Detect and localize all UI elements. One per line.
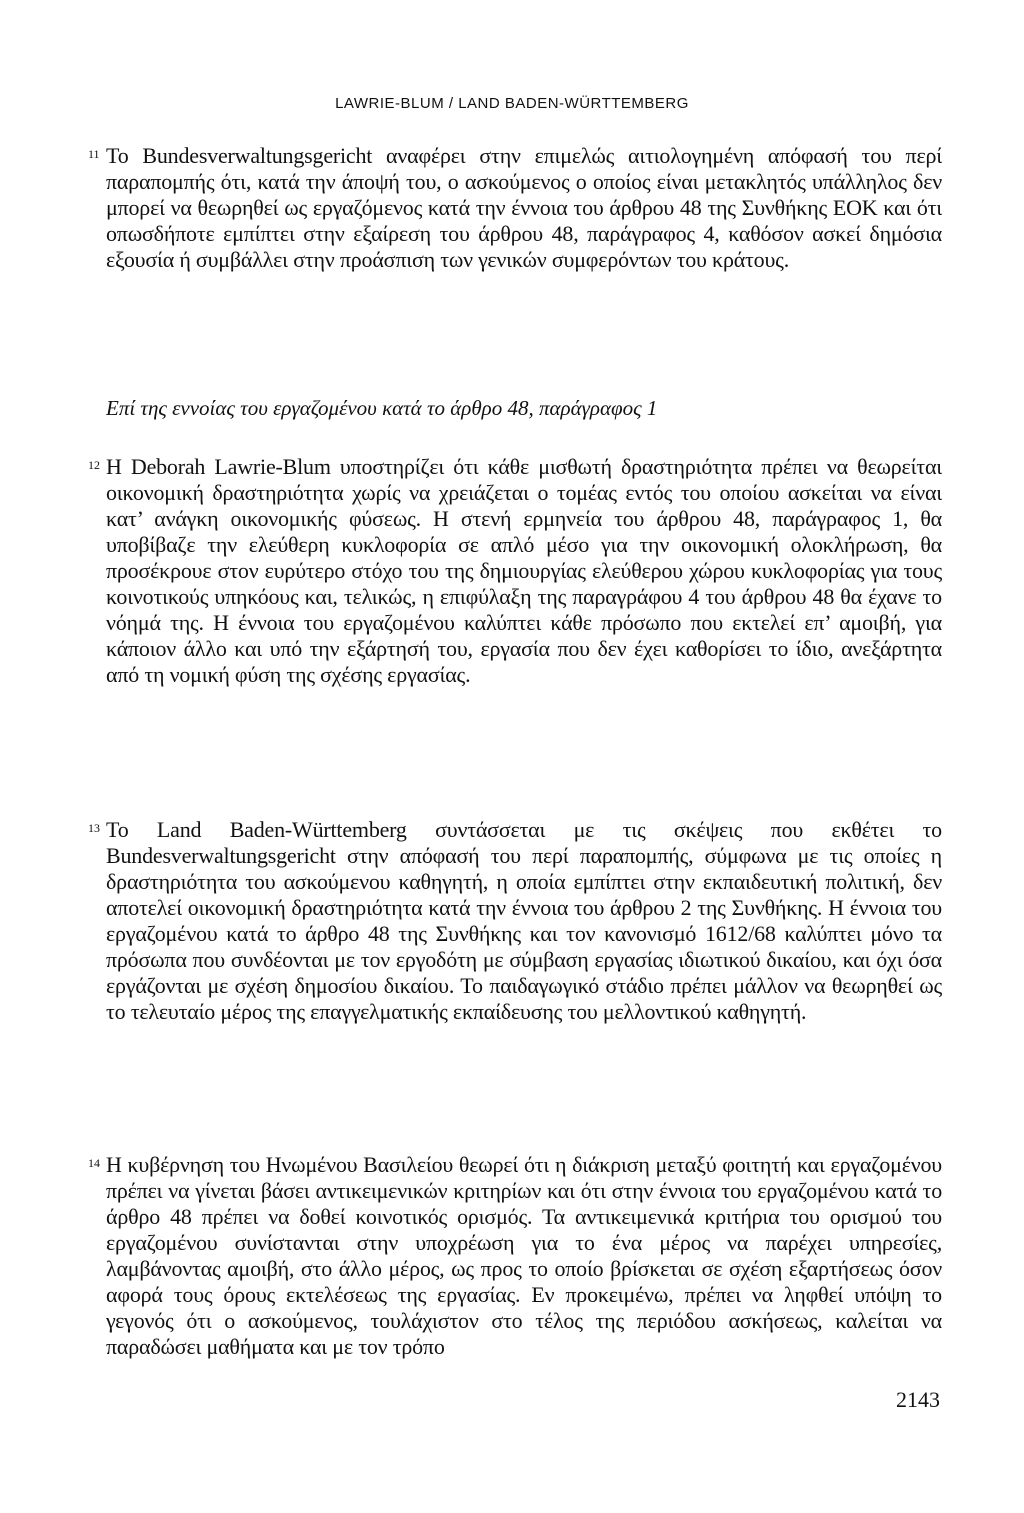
paragraph-text: Το Bundesverwaltungsgericht αναφέρει στην επιμελώς αιτιολογημένη απόφασή του περί παραπομπής ότι, κατά την άποψή του, ο ασκούμενος ο οποίος είναι μετακλητός υπάλληλος δεν μπορεί να θεωρηθεί ως εργαζόμενος κατά την έννοια του άρθρου 48 της Συνθήκης ΕΟΚ και ότι οπωσδήποτε εμπίπτει στην εξαίρεση του άρθρου 48, παράγραφος 4, καθόσον ασκεί δημόσια εξουσία ή συμβάλλει στην προάσπιση των γενικών συμφερόντων του κράτους.	[106, 143, 942, 272]
paragraph-text: Η κυβέρνηση του Ηνωμένου Βασιλείου θεωρεί ότι η διάκριση μεταξύ φοιτητή και εργαζομένου πρέπει να γίνεται βάσει αντικειμενικών κριτηρίων και ότι στην έννοια του εργαζομένου κατά το άρθρο 48 πρέπει να δοθεί κοινοτικός ορισμός. Τα αντικειμενικά κριτήρια του ορισμού του εργαζομένου συνίστανται στην υποχρέωση για το ένα μέρος να παρέχει υπηρεσίες, λαμβάνοντας αμοιβή, στο άλλο μέρος, ως προς το οποίο βρίσκεται σε σχέση εξαρτήσεως όσον αφορά τους όρους εκτελέσεως της εργασίας. Εν προκειμένω, πρέπει να ληφθεί υπόψη το γεγονός ότι ο ασκούμενος, τουλάχιστον στο τέλος της περιόδου ασκήσεως, καλείται να παραδώσει μαθήματα και με τον τρόπο	[106, 1152, 942, 1359]
paragraph-text: Το Land Baden-Württemberg συντάσσεται με τις σκέψεις που εκθέτει το Bundesverwaltungsgericht στην απόφασή του περί παραπομπής, σύμφωνα με τις οποίες η δραστηριότητα του ασκούμενου καθηγητή, η οποία εμπίπτει στην εκπαιδευτική πολιτική, δεν αποτελεί οικονομική δραστηριότητα κατά την έννοια του άρθρου 2 της Συνθήκης. Η έννοια του εργαζομένου κατά το άρθρο 48 της Συνθήκης και τον κανονισμό 1612/68 καλύπτει μόνο τα πρόσωπα που συνδέονται με τον εργοδότη με σύμβαση εργασίας ιδιωτικού δικαίου, και όχι όσα εργάζονται με σχέση δημοσίου δικαίου. Το παιδαγωγικό στάδιο πρέπει μάλλον να θεωρηθεί ως το τελευταίο μέρος της επαγγελματικής εκπαίδευσης του μελλοντικού καθηγητή.	[106, 817, 942, 1024]
running-header: LAWRIE-BLUM / LAND BADEN-WÜRTTEMBERG	[335, 95, 689, 112]
paragraph-number: 13	[88, 821, 100, 835]
paragraph-number: 12	[88, 458, 100, 472]
section-heading: Επί της εννοίας του εργαζομένου κατά το άρθρο 48, παράγραφος 1	[106, 396, 658, 420]
paragraph-number: 14	[88, 1156, 100, 1170]
page-number: 2143	[896, 1387, 940, 1412]
paragraph-text: Η Deborah Lawrie-Blum υποστηρίζει ότι κάθε μισθωτή δραστηριότητα πρέπει να θεωρείται οικονομική δραστηριότητα χωρίς να χρειάζεται ο τομέας εντός του οποίου ασκείται να είναι κατ’ ανάγκη οικονομικής φύσεως. Η στενή ερμηνεία του άρθρου 48, παράγραφος 1, θα υποβίβαζε την ελεύθερη κυκλοφορία σε απλό μέσο για την οικονομική ολοκλήρωση, θα προσέκρουε στον ευρύτερο στόχο του της δημιουργίας ελεύθερου χώρου κυκλοφορίας για τους κοινοτικούς υπηκόους και, τελικώς, η επιφύλαξη της παραγράφου 4 του άρθρου 48 θα έχανε το νόημά της. Η έννοια του εργαζομένου καλύπτει κάθε πρόσωπο που εκτελεί επ’ αμοιβή, για κάποιον άλλο και υπό την εξάρτησή του, εργασία που δεν έχει καθορίσει το ίδιο, ανεξάρτητα από τη νομική φύση της σχέσης εργασίας.	[106, 454, 942, 687]
paragraph-number: 11	[88, 147, 100, 161]
